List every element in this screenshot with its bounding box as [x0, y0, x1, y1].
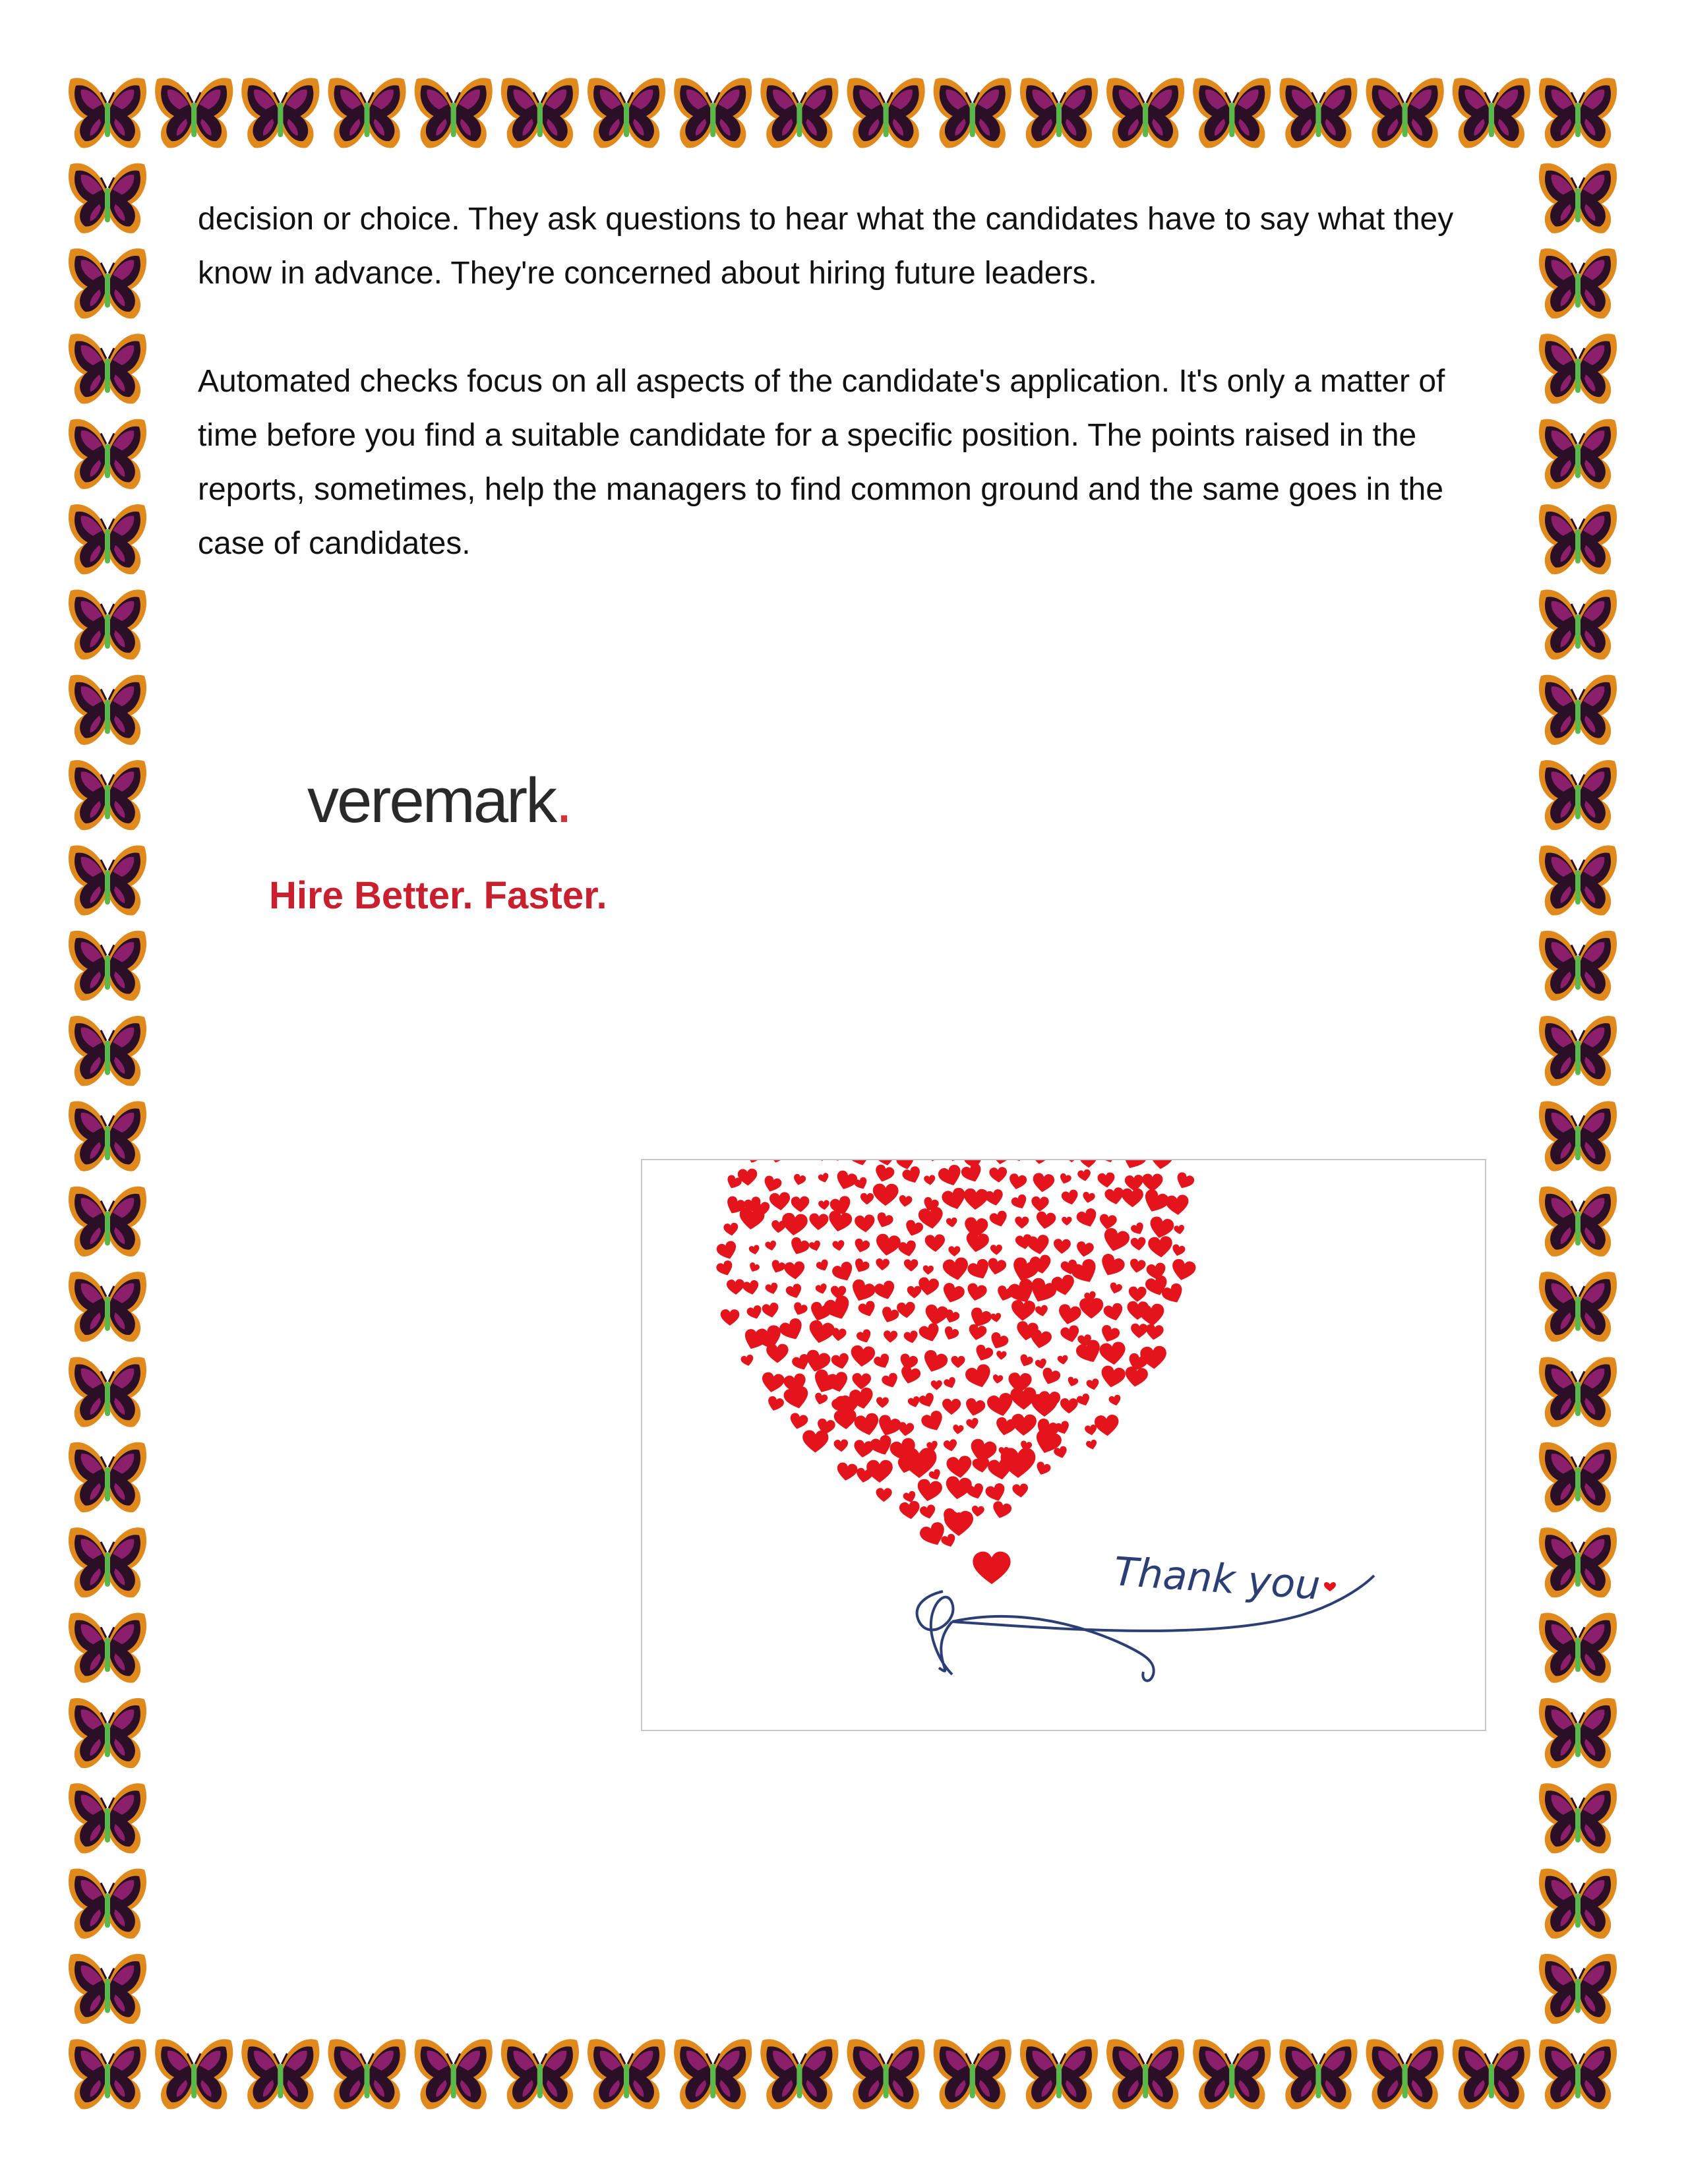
heart-icon: [812, 1160, 831, 1161]
heart-icon: [715, 1239, 739, 1262]
heart-icon: [1095, 1160, 1122, 1166]
heart-icon: [1053, 1239, 1071, 1254]
butterfly-icon: [69, 931, 146, 1001]
butterfly-icon: [1193, 2039, 1271, 2109]
heart-icon: [992, 1374, 1004, 1384]
butterfly-icon: [1539, 163, 1617, 233]
small-heart-icon: [1324, 1582, 1336, 1591]
heart-icon: [791, 1301, 808, 1318]
logo-dot: .: [555, 765, 571, 836]
butterfly-icon: [1539, 1101, 1617, 1171]
heart-icon: [1060, 1189, 1080, 1206]
butterfly-icon: [69, 675, 146, 745]
heart-icon: [876, 1397, 889, 1408]
butterfly-icon: [1539, 1442, 1617, 1512]
heart-icon: [1097, 1172, 1116, 1189]
heart-icon: [792, 1173, 806, 1187]
heart-icon: [918, 1392, 937, 1409]
butterfly-icon: [760, 78, 838, 148]
heart-icon: [1174, 1224, 1186, 1235]
heart-icon: [931, 1380, 943, 1390]
butterfly-icon: [1539, 931, 1617, 1001]
butterfly-icon: [69, 1016, 146, 1086]
heart-icon: [806, 1319, 836, 1346]
heart-icon: [946, 1217, 957, 1227]
heart-icon: [1100, 1227, 1131, 1254]
heart-icon: [764, 1282, 779, 1295]
heart-icon: [884, 1330, 898, 1343]
butterfly-icon: [241, 78, 319, 148]
heart-icon: [1012, 1483, 1029, 1498]
butterfly-icon: [69, 1442, 146, 1512]
butterfly-icon: [69, 1869, 146, 1939]
heart-icon: [899, 1500, 921, 1521]
heart-icon: [963, 1397, 986, 1418]
heart-icon: [946, 1455, 973, 1479]
heart-icon: [901, 1165, 923, 1186]
heart-icon: [990, 1245, 1003, 1255]
heart-icon: [1147, 1216, 1175, 1241]
butterfly-icon: [1279, 2039, 1357, 2109]
heart-icon: [826, 1160, 857, 1166]
heart-icon: [850, 1345, 876, 1368]
heart-icon: [1031, 1172, 1055, 1193]
butterfly-icon: [1539, 419, 1617, 489]
butterfly-icon: [934, 2039, 1011, 2109]
butterfly-icon: [69, 845, 146, 915]
heart-icon: [971, 1506, 984, 1518]
heart-icon: [918, 1322, 942, 1344]
butterfly-icon: [1020, 78, 1098, 148]
butterfly-icon: [1539, 249, 1617, 318]
heart-icon: [1034, 1461, 1052, 1477]
butterfly-icon: [934, 78, 1011, 148]
heart-icon: [808, 1213, 828, 1231]
heart-icon: [872, 1352, 892, 1371]
heart-icon: [943, 1438, 958, 1452]
heart-icon: [852, 1373, 872, 1390]
heart-icon: [1029, 1160, 1052, 1166]
heart-icon: [721, 1309, 740, 1326]
heart-icon: [1075, 1207, 1099, 1230]
heart-icon: [1031, 1196, 1049, 1212]
heart-icon: [1086, 1378, 1100, 1391]
heart-icon: [899, 1365, 922, 1386]
butterfly-icon: [1193, 78, 1271, 148]
heart-icon: [876, 1258, 890, 1271]
heart-icon: [783, 1385, 811, 1411]
heart-icon: [920, 1348, 949, 1375]
heart-icon: [1011, 1413, 1037, 1436]
heart-icon: [943, 1376, 958, 1390]
heart-icon: [727, 1279, 745, 1295]
butterfly-icon: [1539, 334, 1617, 403]
butterfly-icon: [1539, 504, 1617, 574]
heart-icon: [853, 1412, 882, 1438]
butterfly-icon: [1106, 78, 1184, 148]
heart-icon: [1039, 1367, 1062, 1387]
butterfly-icon: [1106, 2039, 1184, 2109]
heart-icon: [766, 1344, 789, 1363]
heart-icon: [740, 1354, 755, 1367]
butterfly-icon: [69, 1783, 146, 1853]
heart-icon: [904, 1259, 919, 1272]
heart-icon: [1060, 1398, 1078, 1413]
butterfly-icon: [69, 1612, 146, 1682]
heart-icon: [1148, 1236, 1174, 1258]
heart-icon: [924, 1175, 936, 1186]
heart-icon: [873, 1183, 899, 1206]
heart-icon: [1131, 1323, 1148, 1338]
heart-icon: [818, 1172, 830, 1184]
heart-icon: [1149, 1160, 1174, 1170]
heart-icon: [746, 1160, 760, 1165]
heart-icon: [990, 1500, 1013, 1521]
heart-icon: [915, 1478, 943, 1503]
heart-icon: [973, 1343, 994, 1364]
butterfly-icon: [847, 2039, 925, 2109]
heart-icon: [984, 1482, 1008, 1504]
butterfly-icon: [1539, 2039, 1617, 2109]
heart-icon: [924, 1234, 946, 1253]
butterfly-icon: [241, 2039, 319, 2109]
butterfly-icon: [847, 78, 925, 148]
heart-icon: [824, 1371, 850, 1394]
heart-icon: [748, 1245, 760, 1256]
heart-icon: [1099, 1214, 1118, 1231]
heart-icon: [942, 1325, 960, 1342]
heart-icon: [815, 1283, 829, 1295]
heart-icon: [860, 1193, 874, 1205]
logo-tagline: Hire Better. Faster.: [269, 874, 607, 917]
heart-icon: [940, 1187, 969, 1212]
heart-icon: [964, 1363, 994, 1391]
heart-icon: [874, 1211, 895, 1230]
heart-icon: [952, 1425, 964, 1435]
heart-icon: [937, 1164, 965, 1189]
heart-icon: [1108, 1394, 1122, 1407]
butterfly-icon: [69, 419, 146, 489]
logo-wordmark-text: veremark: [307, 765, 556, 836]
heart-icon: [1075, 1241, 1094, 1258]
heart-icon: [963, 1188, 989, 1210]
butterfly-icon: [69, 1527, 146, 1597]
heart-icon: [873, 1280, 897, 1303]
heart-icon: [787, 1236, 810, 1258]
butterfly-icon: [69, 1954, 146, 2024]
heart-icon: [1122, 1189, 1143, 1208]
butterfly-icon: [1366, 78, 1444, 148]
heart-icon: [874, 1233, 901, 1257]
heart-icon: [972, 1457, 991, 1474]
heart-icon: [897, 1301, 916, 1318]
heart-icon: [854, 1214, 876, 1233]
heart-icon: [1128, 1286, 1147, 1302]
heart-icon: [1029, 1328, 1052, 1350]
butterfly-icon: [69, 1101, 146, 1171]
heart-icon: [746, 1304, 764, 1321]
heart-icon: [917, 1277, 940, 1297]
heart-icon: [1077, 1169, 1091, 1182]
heart-icon: [1075, 1392, 1092, 1407]
heart-icon: [940, 1282, 966, 1306]
heart-icon: [1010, 1193, 1029, 1212]
heart-icon: [1099, 1365, 1127, 1390]
heart-icon: [1035, 1305, 1048, 1317]
paragraph-automated-checks: Automated checks focus on all aspects of the candidate's application. It's only a matter of time before you find a suitable candidate for a specific position. The points raised in the reports, sometimes, help the managers to find common ground and the same goes in the case of candidates.: [198, 364, 1445, 561]
heart-icon: [1011, 1299, 1036, 1321]
butterfly-icon: [1539, 1187, 1617, 1256]
heart-icon: [1124, 1366, 1149, 1388]
heart-icon: [832, 1240, 845, 1252]
butterfly-icon: [69, 1698, 146, 1768]
heart-icon: [948, 1246, 960, 1256]
heart-icon: [742, 1280, 760, 1297]
butterfly-icon: [1539, 675, 1617, 745]
heart-icon: [1174, 1171, 1195, 1191]
heart-icon: [1081, 1191, 1095, 1204]
butterfly-icon: [1453, 78, 1530, 148]
heart-icon: [785, 1283, 804, 1301]
heart-icon: [989, 1160, 1013, 1166]
heart-icon: [1170, 1258, 1197, 1283]
heart-icon: [989, 1167, 1008, 1183]
butterfly-icon: [69, 78, 146, 148]
heart-icon: [903, 1219, 924, 1239]
heart-icon: [777, 1316, 806, 1343]
heart-icon: [967, 1323, 988, 1342]
heart-icon: [826, 1210, 853, 1234]
heart-icon: [923, 1303, 949, 1326]
paragraph-intro: decision or choice. They ask questions to hear what the candidates have to say what they know in advance. They're concerned about hiring future leaders.: [198, 202, 1454, 291]
heart-icon: [818, 1200, 830, 1210]
heart-icon: [855, 1328, 874, 1345]
heart-icon: [1171, 1243, 1186, 1257]
heart-icon: [845, 1160, 875, 1169]
heart-icon: [852, 1257, 871, 1275]
heart-icon: [990, 1313, 1002, 1323]
butterfly-icon: [1279, 78, 1357, 148]
heart-icon: [831, 1328, 847, 1342]
heart-icon: [791, 1196, 810, 1212]
heart-icon: [873, 1164, 895, 1185]
heart-icon: [973, 1552, 1010, 1584]
heart-icon: [1139, 1303, 1165, 1327]
heart-icon: [1102, 1302, 1126, 1323]
heart-icon: [715, 1259, 735, 1278]
butterfly-icon: [1539, 760, 1617, 830]
heart-icon: [919, 1504, 937, 1520]
butterfly-icon: [1539, 1357, 1617, 1427]
heart-icon: [762, 1175, 783, 1195]
butterfly-icon: [1539, 1698, 1617, 1768]
heart-icon: [1056, 1303, 1082, 1327]
heart-icon: [1058, 1173, 1072, 1186]
heart-icon: [760, 1371, 785, 1394]
heart-icon: [766, 1395, 785, 1413]
heart-icon: [984, 1189, 1005, 1208]
heart-icon: [926, 1160, 941, 1163]
heart-icon: [1165, 1195, 1190, 1216]
heart-icon: [988, 1210, 1010, 1229]
heart-icon: [784, 1261, 806, 1280]
butterfly-icon: [1539, 1527, 1617, 1597]
heart-icon: [942, 1256, 970, 1282]
heart-icon: [1130, 1237, 1147, 1251]
heart-icon: [1129, 1258, 1147, 1274]
butterfly-icon: [674, 78, 752, 148]
butterfly-icon: [1539, 78, 1617, 148]
heart-icon: [1084, 1424, 1097, 1436]
butterfly-icon: [155, 78, 233, 148]
butterfly-icon: [69, 334, 146, 403]
heart-icon: [1060, 1324, 1081, 1344]
heart-icon: [768, 1160, 785, 1164]
heart-icon: [769, 1192, 791, 1212]
heart-icon: [1015, 1216, 1029, 1229]
heart-icon: [830, 1352, 851, 1371]
heart-icon: [857, 1300, 878, 1319]
heart-icon: [960, 1162, 985, 1185]
heart-icon: [866, 1460, 893, 1483]
butterfly-icon: [1539, 1016, 1617, 1086]
heart-icon: [1066, 1376, 1079, 1388]
heart-icon: [781, 1212, 808, 1237]
heart-icon: [996, 1351, 1007, 1360]
butterfly-icon: [69, 1187, 146, 1256]
heart-icon: [920, 1409, 947, 1434]
heart-icon: [1063, 1160, 1080, 1162]
butterfly-icon: [69, 760, 146, 830]
butterfly-icon: [69, 589, 146, 659]
heart-icon: [965, 1417, 979, 1430]
heart-icon: [835, 1461, 858, 1482]
heart-icon: [876, 1488, 892, 1502]
butterfly-icon: [674, 2039, 752, 2109]
butterfly-icon: [588, 78, 665, 148]
veremark-logo: [264, 765, 646, 936]
heart-icon: [907, 1396, 922, 1409]
heart-icon: [922, 1265, 934, 1275]
butterfly-icon: [69, 2039, 146, 2109]
heart-icon: [1094, 1414, 1120, 1436]
heart-icon: [1017, 1353, 1034, 1369]
butterfly-icon: [328, 78, 406, 148]
heart-icon: [815, 1258, 830, 1273]
butterfly-icon: [1453, 2039, 1530, 2109]
butterfly-icon: [155, 2039, 233, 2109]
heart-icon: [830, 1260, 857, 1285]
butterfly-icon: [1366, 2039, 1444, 2109]
heart-icon: [1079, 1160, 1098, 1168]
butterfly-icon: [69, 1357, 146, 1427]
butterfly-icon: [1539, 845, 1617, 915]
heart-icon: [848, 1278, 878, 1305]
heart-icon: [1006, 1160, 1028, 1164]
butterfly-icon: [69, 1272, 146, 1342]
thank-you-text: Thank you: [1112, 1549, 1322, 1609]
thank-you-card: [641, 1159, 1486, 1731]
heart-icon: [942, 1399, 961, 1415]
butterfly-icon: [1539, 1612, 1617, 1682]
heart-icon: [903, 1330, 920, 1344]
heart-icon: [1145, 1324, 1164, 1342]
heart-icon: [1062, 1217, 1072, 1225]
heart-icon: [748, 1262, 760, 1274]
heart-icon: [765, 1240, 777, 1252]
heart-icon: [1008, 1173, 1028, 1191]
heart-icon: [1142, 1173, 1162, 1191]
heart-icon: [788, 1412, 809, 1431]
heart-icon: [918, 1520, 949, 1549]
butterfly-icon: [501, 78, 579, 148]
heart-icon: [1035, 1211, 1057, 1230]
heart-icon: [951, 1356, 965, 1368]
butterfly-icon: [415, 78, 493, 148]
butterfly-icon: [1539, 1869, 1617, 1939]
butterfly-icon: [1020, 2039, 1098, 2109]
butterfly-icon: [1539, 1783, 1617, 1853]
butterfly-icon: [69, 504, 146, 574]
butterfly-icon: [328, 2039, 406, 2109]
heart-icon: [1118, 1160, 1148, 1173]
logo-wordmark: [307, 765, 571, 837]
heart-icon: [813, 1392, 828, 1407]
heart-icon: [853, 1237, 870, 1254]
heart-icon: [1099, 1324, 1121, 1345]
butterfly-icon: [415, 2039, 493, 2109]
heart-icon: [928, 1468, 942, 1482]
heart-icon: [1026, 1234, 1050, 1256]
heart-icon: [1108, 1282, 1123, 1295]
butterfly-icon: [1539, 1272, 1617, 1342]
heart-icon: [1097, 1252, 1127, 1280]
heart-icon: [833, 1439, 849, 1452]
heart-icon: [808, 1240, 822, 1253]
heart-icon: [822, 1293, 854, 1323]
heart-icon: [1099, 1341, 1127, 1366]
heart-cluster-illustration: [642, 1160, 1488, 1732]
heart-icon: [769, 1259, 786, 1276]
heart-icon: [1057, 1355, 1069, 1365]
heart-icon: [802, 1430, 829, 1452]
heart-icon: [723, 1222, 739, 1237]
heart-icon: [965, 1282, 988, 1303]
butterfly-icon: [760, 2039, 838, 2109]
butterfly-icon: [588, 2039, 665, 2109]
heart-icon: [898, 1195, 913, 1208]
heart-icon: [1130, 1222, 1146, 1237]
heart-icon: [1085, 1439, 1098, 1451]
butterfly-icon: [69, 249, 146, 318]
heart-icon: [761, 1302, 780, 1319]
butterfly-icon: [501, 2039, 579, 2109]
butterfly-icon: [69, 163, 146, 233]
butterfly-icon: [1539, 1954, 1617, 2024]
heart-icon: [947, 1160, 961, 1163]
heart-icon: [907, 1286, 922, 1299]
butterfly-icon: [1539, 589, 1617, 659]
heart-icon: [833, 1169, 859, 1192]
heart-icon: [964, 1231, 990, 1254]
heart-icon: [880, 1372, 900, 1390]
heart-icon: [897, 1421, 915, 1436]
heart-icon: [788, 1160, 809, 1162]
heart-icon: [986, 1257, 1007, 1277]
